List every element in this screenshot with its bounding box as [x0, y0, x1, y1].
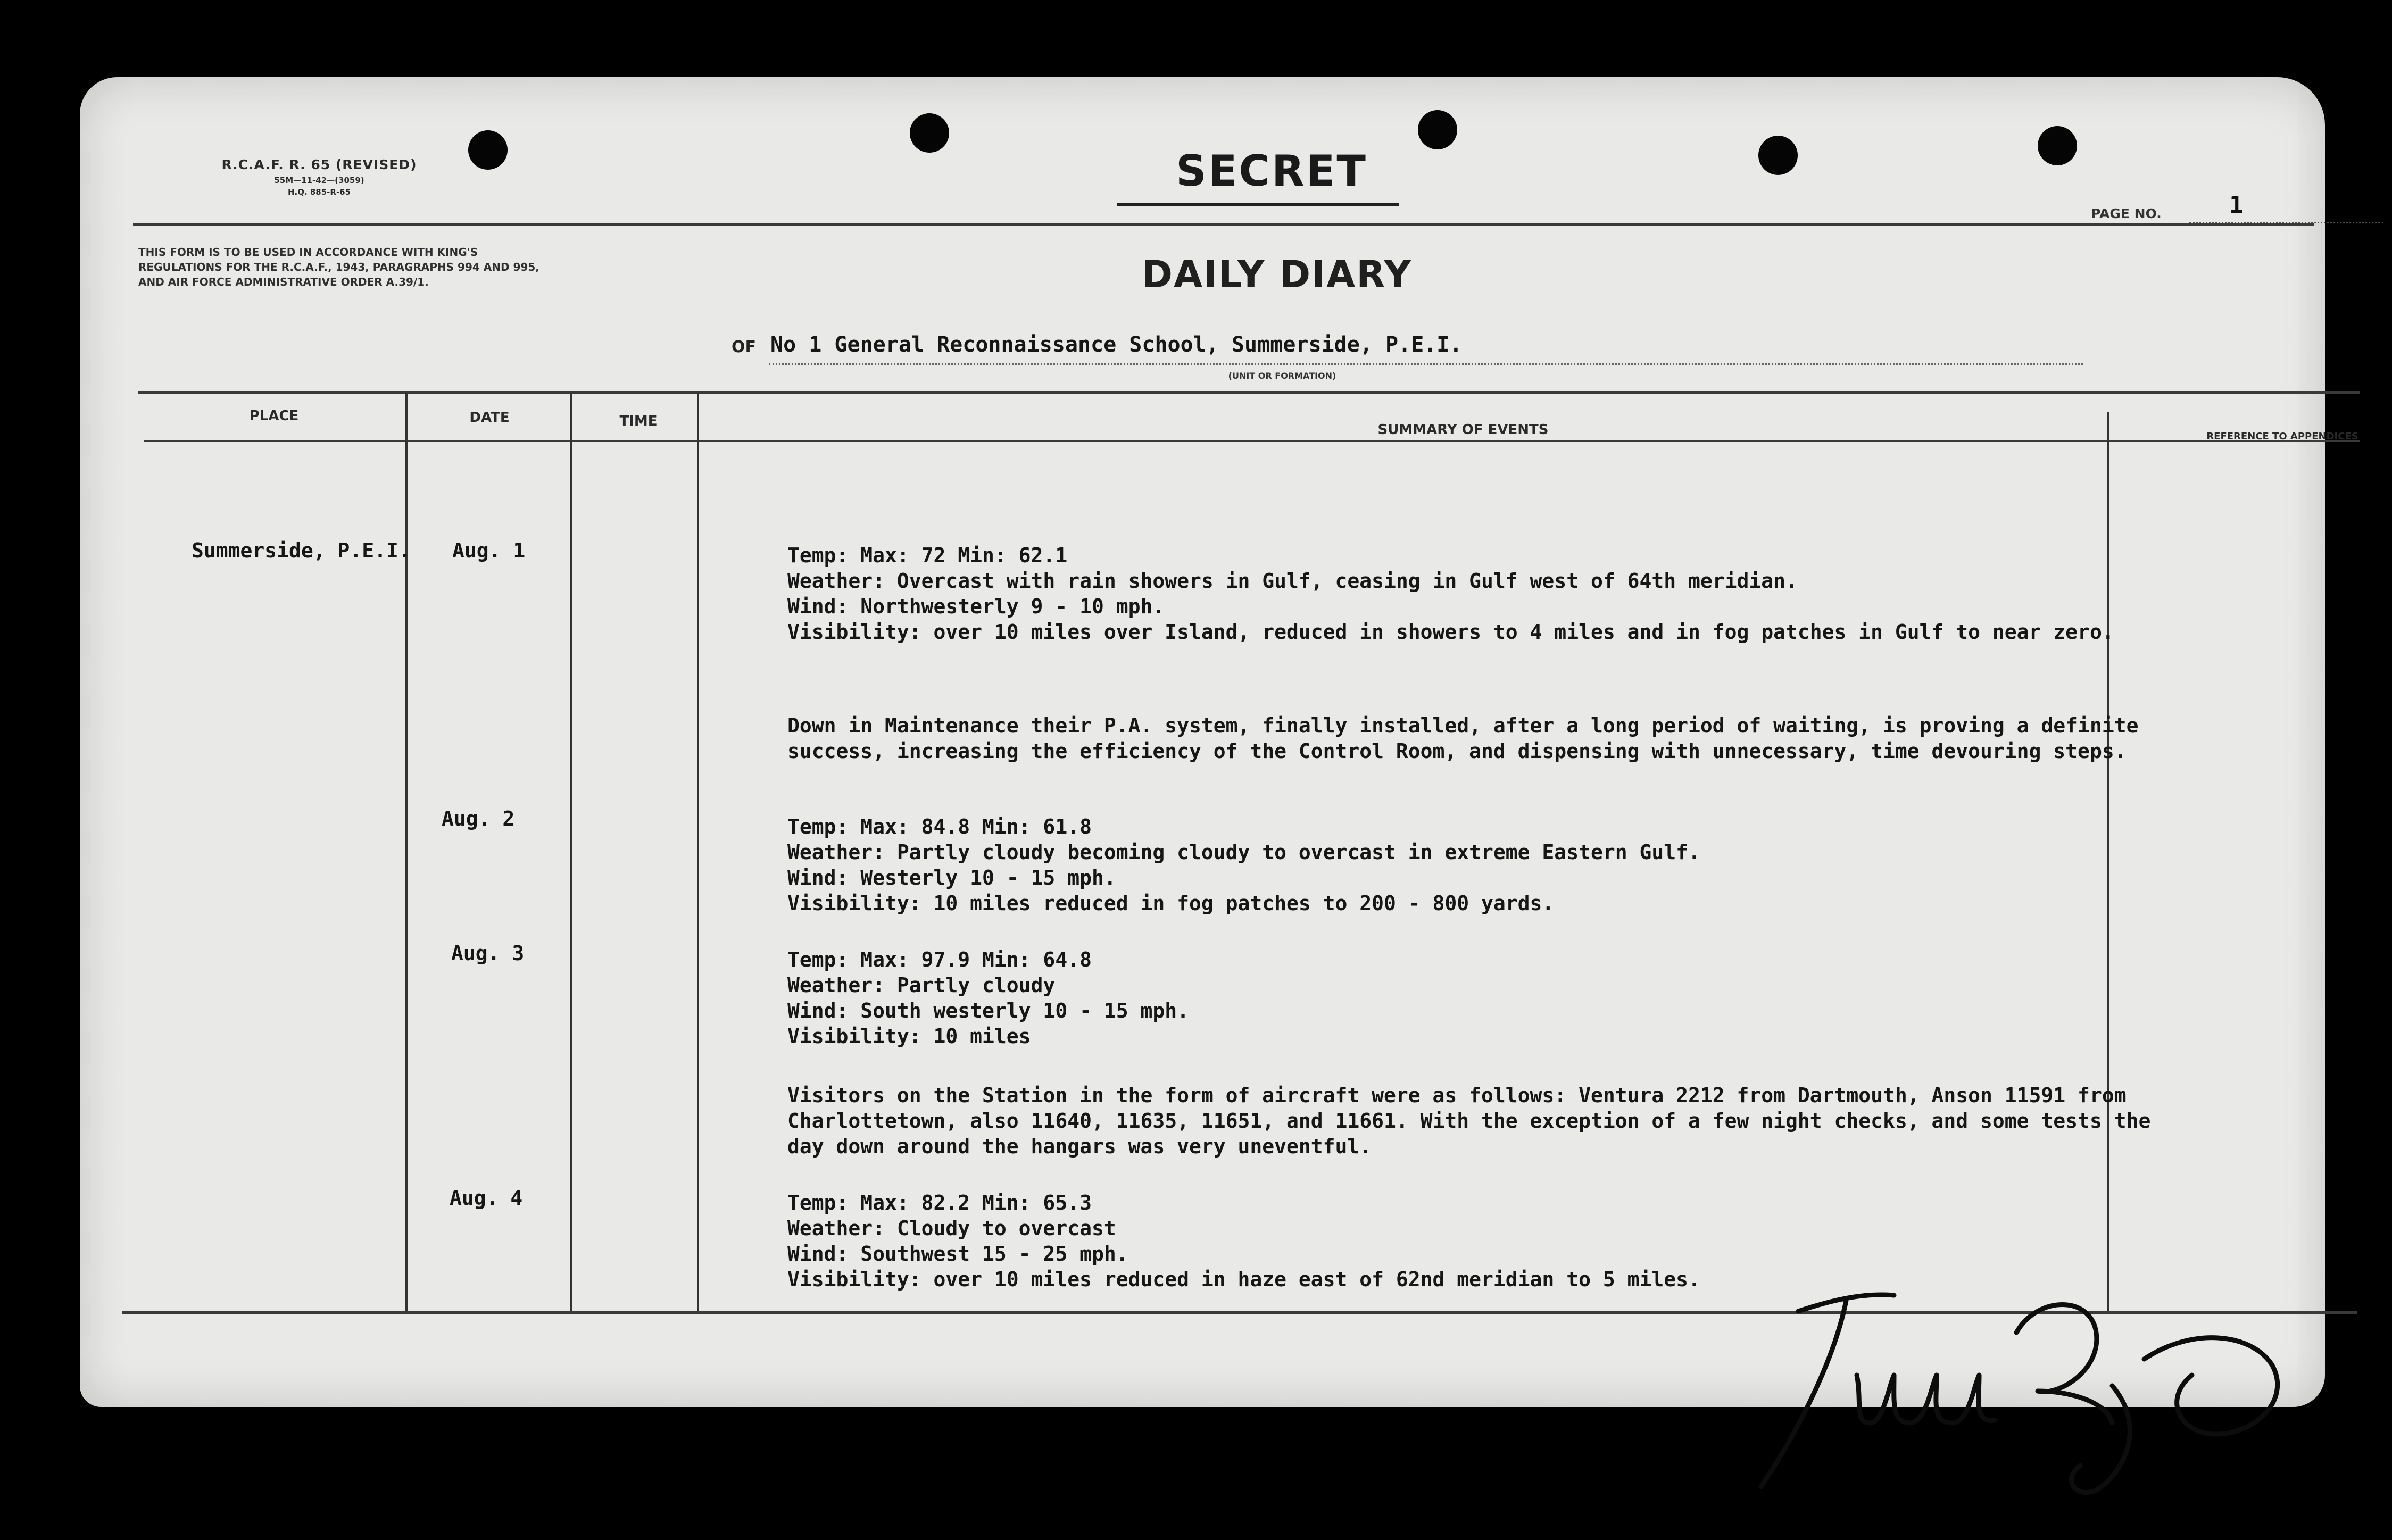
handwritten-signature	[1740, 1263, 2352, 1540]
form-number	[149, 157, 489, 197]
classification-underline	[1117, 203, 1399, 206]
punch-hole	[1758, 136, 1798, 175]
page-number-label: PAGE NO.	[2091, 206, 2162, 221]
form-instructions: THIS FORM IS TO BE USED IN ACCORDANCE WITH KING'S REGULATIONS FOR THE R.C.A.F., 1943, PARAGRAPHS 994 AND 995, AND AIR FORCE ADMINISTRATIVE ORDER A.39/1.	[138, 246, 539, 288]
column-header-place: PLACE	[249, 408, 299, 424]
table-header-rule	[144, 440, 2360, 442]
column-header-time: TIME	[619, 413, 658, 429]
form-number-line2: 55M—11-42—(3059)	[274, 176, 364, 185]
diary-form-card	[80, 77, 2358, 1407]
column-divider-date	[570, 393, 572, 1311]
form-number-line3: H.Q. 885-R-65	[287, 187, 351, 197]
column-header-date: DATE	[469, 410, 510, 426]
summary-aug3: Temp: Max: 97.9 Min: 64.8 Weather: Partly cloudy Wind: South westerly 10 - 15 mph. Visibility: 10 miles	[787, 948, 1189, 1048]
table-top-rule	[138, 391, 2360, 394]
page-number-value: 1	[2229, 192, 2244, 219]
unit-name: No 1 General Reconnaissance School, Summerside, P.E.I.	[770, 332, 1463, 357]
summary-aug3-note: Visitors on the Station in the form of aircraft were as follows: Ventura 2212 from Dartmouth, Anson 11591 from Charlottetown, also 11640, 11635, 11651, and 11661. With the exception of a few night checks, and some tests the day down around the hangars was very uneventful.	[787, 1084, 2163, 1158]
column-divider-place	[405, 393, 408, 1311]
unit-caption: (UNIT OR FORMATION)	[1228, 371, 1336, 381]
unit-line	[769, 363, 2083, 365]
punch-hole	[910, 113, 949, 153]
page-title: DAILY DIARY	[1141, 253, 1413, 296]
punch-hole	[2038, 126, 2077, 165]
column-header-reference: REFERENCE TO APPENDICES	[2206, 431, 2358, 442]
form-number-line1: R.C.A.F. R. 65 (REVISED)	[221, 157, 417, 172]
of-label: OF	[732, 338, 756, 356]
column-divider-time	[697, 393, 699, 1311]
date-cell-aug2: Aug. 2	[442, 807, 515, 830]
classification-stamp: SECRET	[1176, 146, 1367, 196]
punch-hole	[1418, 110, 1457, 149]
summary-aug2: Temp: Max: 84.8 Min: 61.8 Weather: Partly cloudy becoming cloudy to overcast in extreme Eastern Gulf. Wind: Westerly 10 - 15 mph. Visibility: 10 miles reduced in fog patches to 200 - 800 yards.	[787, 815, 1700, 915]
place-cell: Summerside, P.E.I.	[192, 539, 411, 562]
summary-aug1-note: Down in Maintenance their P.A. system, finally installed, after a long period of waiting, is proving a definite success, increasing the efficiency of the Control Room, and dispensing with unnecessary, time devouring steps.	[787, 714, 2151, 763]
date-cell-aug4: Aug. 4	[450, 1186, 523, 1210]
date-cell-aug3: Aug. 3	[451, 942, 525, 965]
column-header-summary: SUMMARY OF EVENTS	[1377, 422, 1549, 438]
header-rule	[133, 223, 2314, 226]
date-cell-aug1: Aug. 1	[452, 539, 526, 562]
summary-aug1: Temp: Max: 72 Min: 62.1 Weather: Overcast with rain showers in Gulf, ceasing in Gulf west of 64th meridian. Wind: Northwesterly 9 - 10 mph. Visibility: over 10 miles over Island, reduced in showers to 4 miles and in fog patches in Gulf to near zero.	[787, 544, 2114, 644]
summary-aug4: Temp: Max: 82.2 Min: 65.3 Weather: Cloudy to overcast Wind: Southwest 15 - 25 mph. Visibility: over 10 miles reduced in haze east of 62nd meridian to 5 miles.	[787, 1191, 1700, 1291]
